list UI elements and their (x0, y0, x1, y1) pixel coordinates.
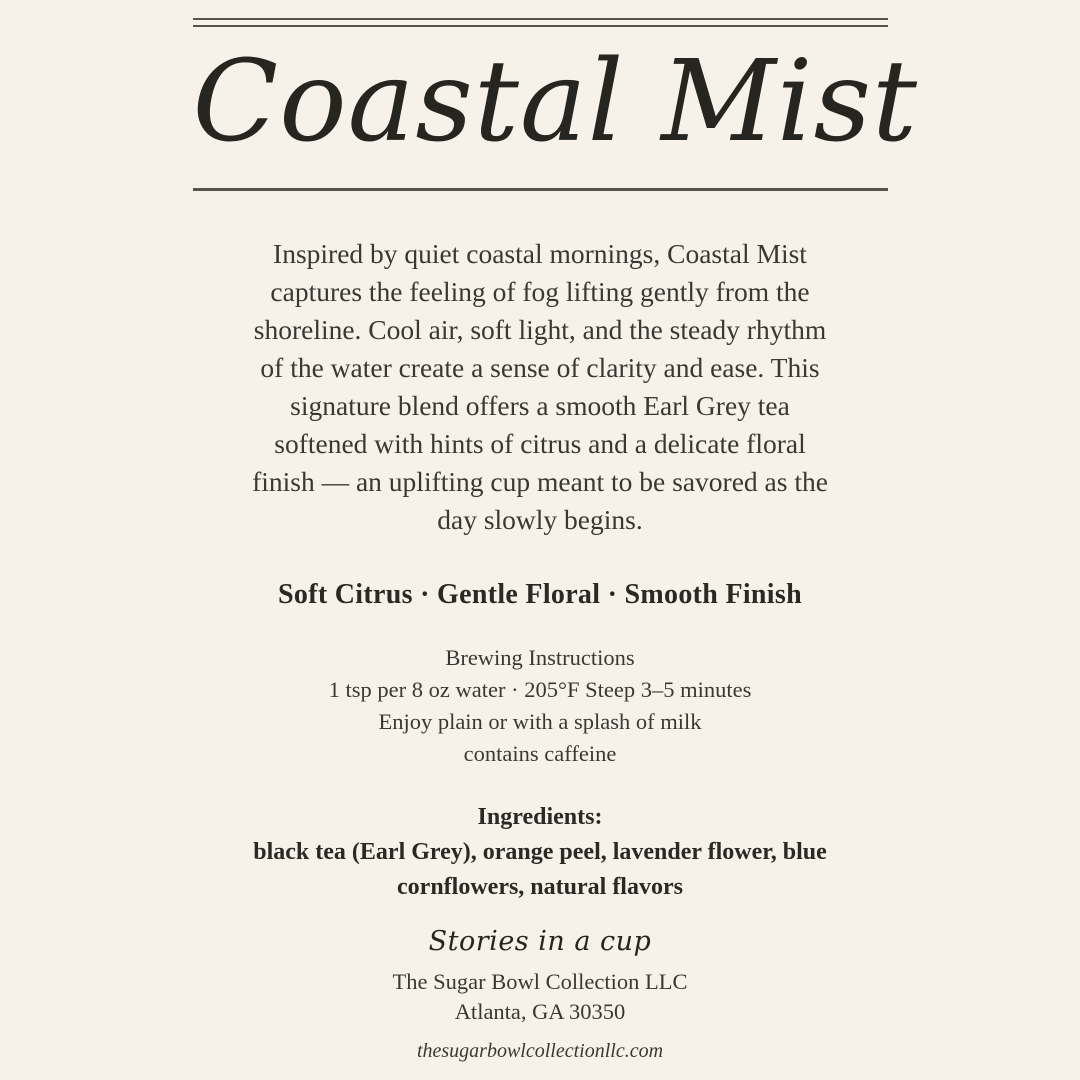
brand-tagline: Stories in a cup (428, 926, 652, 958)
brewing-line-2: Enjoy plain or with a splash of milk (378, 708, 702, 734)
company-location: Atlanta, GA 30350 (454, 998, 626, 1024)
tasting-notes: Soft Citrus · Gentle Floral · Smooth Finish (278, 578, 802, 610)
brewing-instructions (329, 641, 752, 770)
brewing-caffeine-note: contains caffeine (463, 741, 617, 766)
bottom-rule (193, 188, 888, 191)
product-description: Inspired by quiet coastal mornings, Coastal Mist captures the feeling of fog lifting gently from the shoreline. Cool air, soft light, and the steady rhythm of the water create a sense of clarity and ease. This signature blend offers a smooth Earl Grey tea softened with hints of citrus and a delicate floral finish — an uplifting cup meant to be savored as the day slowly begins. (252, 238, 828, 535)
ingredients-section (220, 800, 860, 904)
brewing-heading: Brewing Instructions (445, 644, 635, 670)
company-name: The Sugar Bowl Collection LLC (392, 969, 688, 995)
website-url[interactable]: thesugarbowlcollectionllc.com (416, 1039, 664, 1062)
brewing-line-1: 1 tsp per 8 oz water · 205°F Steep 3–5 minutes (328, 676, 752, 702)
ingredients-list: black tea (Earl Grey), orange peel, lavender flower, blue cornflowers, natural flavors (253, 838, 827, 900)
title-block (192, 18, 919, 191)
footer-block (393, 967, 688, 1064)
page-title: Coastal Mist (192, 37, 919, 167)
ingredients-heading: Ingredients: (477, 804, 603, 831)
